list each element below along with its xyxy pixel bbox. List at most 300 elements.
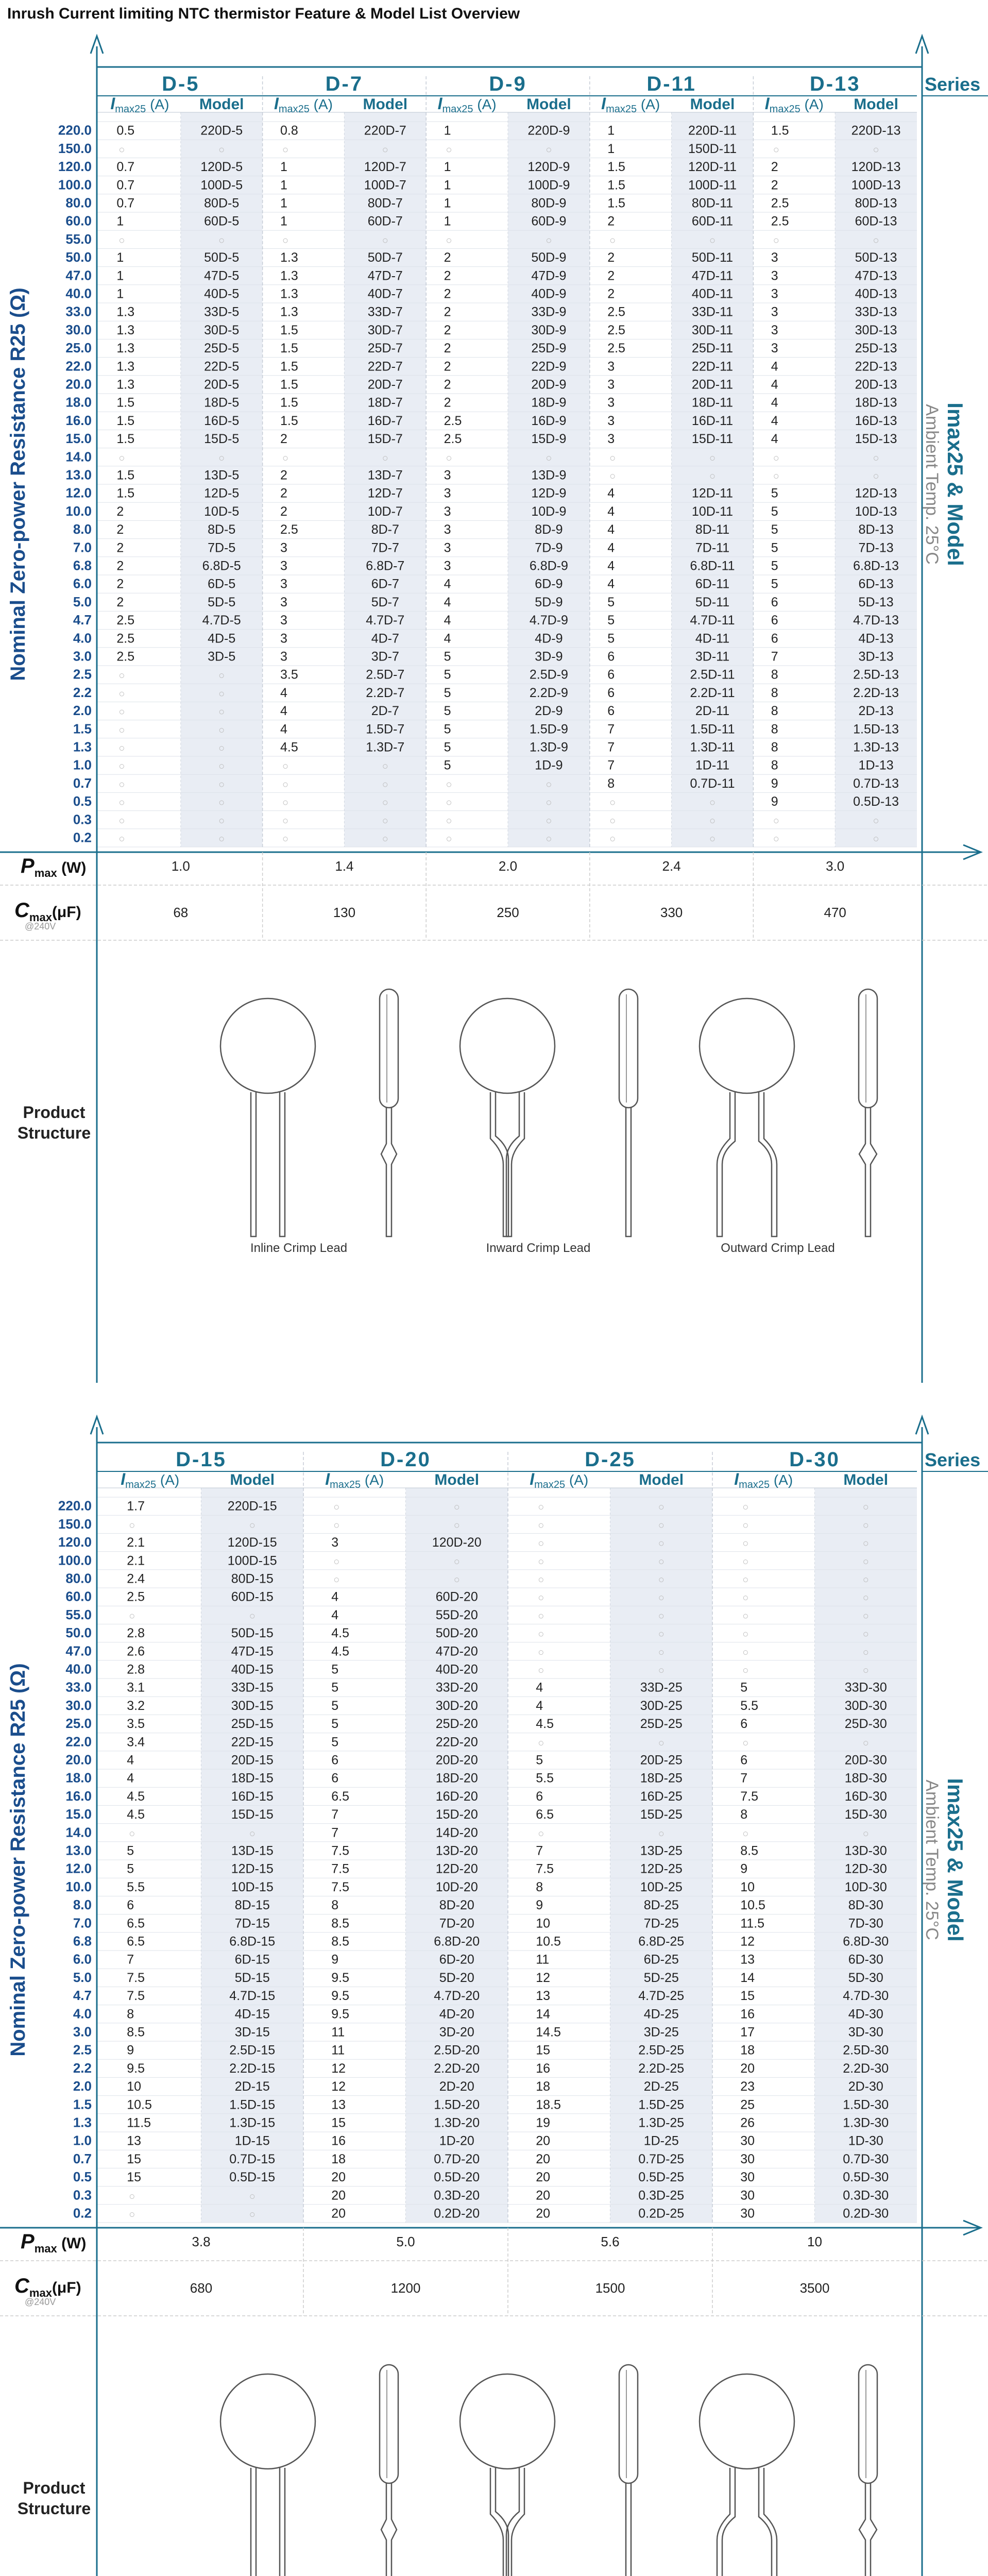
empty-mark: ○ bbox=[709, 452, 716, 464]
model-value: 20D-13 bbox=[855, 377, 897, 392]
imax-value: 9 bbox=[771, 776, 778, 791]
imax-value: 3 bbox=[607, 432, 615, 447]
empty-mark: ○ bbox=[546, 778, 552, 790]
model-value: 16D-13 bbox=[855, 413, 897, 428]
model-value: 7D-15 bbox=[234, 1916, 270, 1931]
imax-value: 1.5 bbox=[280, 323, 298, 337]
imax-value: 3 bbox=[444, 504, 451, 519]
model-value: 5D-9 bbox=[535, 595, 563, 609]
model-value: 6.8D-9 bbox=[529, 558, 568, 573]
empty-mark: ○ bbox=[546, 452, 552, 464]
model-value: 2D-30 bbox=[848, 2079, 883, 2094]
empty-mark: ○ bbox=[118, 833, 125, 845]
model-value: 10D-5 bbox=[204, 504, 240, 519]
model-value: 1.5D-9 bbox=[529, 722, 568, 737]
empty-mark: ○ bbox=[742, 1737, 749, 1749]
empty-mark: ○ bbox=[446, 778, 452, 790]
imax-value: 1 bbox=[280, 160, 287, 175]
resistance-label: 2.0 bbox=[73, 703, 92, 719]
model-value: 80D-5 bbox=[204, 196, 240, 211]
imax-value: 26 bbox=[740, 2115, 755, 2130]
imax-value: 12 bbox=[536, 1970, 551, 1985]
model-value: 2.2D-11 bbox=[690, 685, 735, 700]
empty-mark: ○ bbox=[538, 1574, 544, 1586]
imax-col-header: $I_{max25}$ (A) bbox=[601, 94, 660, 115]
empty-mark: ○ bbox=[609, 234, 616, 246]
empty-mark: ○ bbox=[118, 815, 125, 827]
model-value: 25D-11 bbox=[691, 341, 734, 356]
empty-mark: ○ bbox=[249, 1519, 255, 1531]
model-value: 30D-7 bbox=[367, 323, 403, 337]
imax-value: 2 bbox=[444, 377, 451, 392]
imax-value: 1.3 bbox=[280, 304, 298, 319]
resistance-label: 0.3 bbox=[73, 2187, 92, 2203]
imax-value: 1.5 bbox=[280, 395, 298, 410]
imax-value: 5.5 bbox=[740, 1698, 759, 1713]
imax-value: 9.5 bbox=[331, 2007, 350, 2022]
model-value: 2D-15 bbox=[234, 2079, 270, 2094]
imax-value: 5 bbox=[331, 1698, 339, 1713]
imax-col-header: $I_{max25}$ (A) bbox=[530, 1470, 589, 1490]
imax-value: 8.5 bbox=[740, 1843, 759, 1858]
imax-value: 2 bbox=[607, 250, 615, 265]
imax-value: 4.5 bbox=[127, 1789, 145, 1804]
imax-value: 7 bbox=[607, 740, 615, 755]
empty-mark: ○ bbox=[773, 234, 779, 246]
model-value: 50D-20 bbox=[435, 1626, 478, 1641]
imax-value: 25 bbox=[740, 2097, 755, 2112]
model-value: 4D-25 bbox=[643, 2007, 679, 2022]
model-value: 5D-5 bbox=[208, 595, 236, 609]
model-value: 18D-9 bbox=[531, 395, 567, 410]
empty-mark: ○ bbox=[538, 1538, 544, 1550]
empty-mark: ○ bbox=[382, 833, 388, 845]
empty-mark: ○ bbox=[118, 742, 125, 754]
model-value: 220D-11 bbox=[688, 123, 737, 138]
model-value: 13D-5 bbox=[204, 468, 240, 483]
model-value: 4D-20 bbox=[439, 2007, 474, 2022]
model-value: 5D-30 bbox=[848, 1970, 883, 1985]
imax-value: 5 bbox=[607, 631, 615, 646]
imax-value: 4 bbox=[607, 522, 615, 537]
model-value: 25D-5 bbox=[204, 341, 240, 356]
imax-value: 1.5 bbox=[280, 377, 298, 392]
empty-mark: ○ bbox=[658, 1828, 665, 1840]
model-value: 8D-11 bbox=[695, 522, 730, 537]
series-header-label: Series bbox=[925, 74, 981, 95]
imax-value: 5 bbox=[771, 522, 778, 537]
imax-value: 1 bbox=[607, 141, 615, 156]
model-value: 10D-9 bbox=[531, 504, 567, 519]
model-value: 80D-15 bbox=[231, 1571, 274, 1586]
model-value: 16D-30 bbox=[844, 1789, 887, 1804]
series-name: D-25 bbox=[585, 1448, 636, 1471]
resistance-label: 1.3 bbox=[73, 2114, 92, 2130]
imax-value: 1.5 bbox=[280, 341, 298, 356]
imax-value: 19 bbox=[536, 2115, 551, 2130]
model-value: 15D-9 bbox=[531, 432, 567, 447]
model-value: 8D-13 bbox=[858, 522, 894, 537]
model-value: 8D-5 bbox=[208, 522, 236, 537]
model-value: 30D-20 bbox=[435, 1698, 478, 1713]
imax-value: 4.5 bbox=[536, 1717, 554, 1732]
model-value: 12D-7 bbox=[367, 486, 403, 501]
empty-mark: ○ bbox=[282, 452, 289, 464]
empty-mark: ○ bbox=[862, 1665, 869, 1676]
model-value: 16D-15 bbox=[231, 1789, 274, 1804]
imax-value: 12 bbox=[331, 2079, 346, 2094]
pmax-value: 10 bbox=[807, 2234, 822, 2249]
model-value: 120D-11 bbox=[688, 160, 737, 175]
empty-mark: ○ bbox=[742, 1629, 749, 1640]
model-value: 33D-9 bbox=[531, 304, 567, 319]
model-value: 18D-11 bbox=[691, 395, 734, 410]
model-value: 2.2D-13 bbox=[853, 685, 899, 700]
inward-crimp-lead-diagram bbox=[460, 2365, 638, 2576]
imax-value: 12 bbox=[740, 1934, 755, 1949]
model-value: 0.7D-25 bbox=[638, 2151, 685, 2166]
model-value: 6D-30 bbox=[848, 1952, 883, 1967]
imax-value: 6.5 bbox=[127, 1934, 145, 1949]
empty-mark: ○ bbox=[873, 452, 879, 464]
empty-mark: ○ bbox=[873, 144, 879, 156]
imax-value: 4 bbox=[536, 1680, 543, 1695]
empty-mark: ○ bbox=[658, 1737, 665, 1749]
resistance-label: 7.0 bbox=[73, 1915, 92, 1931]
imax-value: 2.5 bbox=[116, 631, 135, 646]
model-value: 6D-11 bbox=[695, 577, 730, 591]
model-value: 0.3D-25 bbox=[638, 2188, 685, 2203]
model-value: 0.7D-20 bbox=[434, 2151, 480, 2166]
imax-value: 2.6 bbox=[127, 1644, 145, 1659]
model-value: 20D-25 bbox=[640, 1753, 683, 1768]
model-value: 50D-7 bbox=[367, 250, 403, 265]
model-value: 18D-20 bbox=[435, 1771, 478, 1786]
imax-value: 4.5 bbox=[127, 1807, 145, 1822]
imax-value: 2.1 bbox=[127, 1553, 145, 1568]
imax-value: 9.5 bbox=[127, 2061, 145, 2076]
model-value: 4.7D-9 bbox=[529, 613, 568, 628]
pmax-value: 1.4 bbox=[335, 858, 354, 874]
imax-value: 2 bbox=[116, 558, 124, 573]
empty-mark: ○ bbox=[282, 234, 289, 246]
model-value: 120D-13 bbox=[851, 160, 901, 175]
model-value: 15D-30 bbox=[844, 1807, 887, 1822]
empty-mark: ○ bbox=[873, 815, 879, 827]
imax-value: 2.5 bbox=[771, 196, 789, 211]
empty-mark: ○ bbox=[862, 1737, 869, 1749]
imax-value: 7 bbox=[740, 1771, 748, 1786]
imax-value: 1.3 bbox=[116, 341, 135, 356]
model-value: 12D-20 bbox=[435, 1861, 478, 1876]
empty-mark: ○ bbox=[333, 1574, 340, 1586]
imax-col-header: $I_{max25}$ (A) bbox=[121, 1470, 180, 1490]
model-col-header: Model bbox=[230, 1471, 275, 1488]
imax-value: 5 bbox=[607, 613, 615, 628]
model-value: 22D-5 bbox=[204, 359, 240, 374]
imax-value: 2.5 bbox=[127, 1589, 145, 1604]
imax-value: 7 bbox=[331, 1825, 339, 1840]
cmax-value: 470 bbox=[824, 905, 846, 920]
model-value: 33D-11 bbox=[691, 304, 734, 319]
imax-value: 6 bbox=[771, 595, 778, 609]
empty-mark: ○ bbox=[742, 1574, 749, 1586]
imax-value: 8 bbox=[740, 1807, 748, 1822]
imax-value: 20 bbox=[536, 2151, 551, 2166]
model-value: 33D-15 bbox=[231, 1680, 274, 1695]
empty-mark: ○ bbox=[658, 1629, 665, 1640]
empty-mark: ○ bbox=[546, 144, 552, 156]
imax-value: 5 bbox=[444, 667, 451, 682]
imax-value: 4 bbox=[444, 613, 451, 628]
resistance-label: 2.5 bbox=[73, 666, 92, 682]
resistance-label: 22.0 bbox=[65, 358, 92, 374]
empty-mark: ○ bbox=[658, 1665, 665, 1676]
imax-value: 15 bbox=[536, 2043, 551, 2058]
resistance-label: 25.0 bbox=[65, 1716, 92, 1732]
cmax-value: 68 bbox=[173, 905, 189, 920]
resistance-label: 5.0 bbox=[73, 594, 92, 609]
empty-mark: ○ bbox=[382, 760, 388, 772]
resistance-label: 4.0 bbox=[73, 630, 92, 646]
empty-mark: ○ bbox=[862, 1538, 869, 1550]
imax-value: 2 bbox=[607, 286, 615, 301]
model-value: 150D-11 bbox=[688, 141, 737, 156]
model-value: 4.7D-5 bbox=[202, 613, 241, 628]
imax-value: 4 bbox=[331, 1589, 339, 1604]
product-structure-label: Product bbox=[23, 1103, 86, 1122]
model-value: 4D-7 bbox=[371, 631, 399, 646]
model-value: 3D-20 bbox=[439, 2025, 474, 2040]
product-structure-label: Structure bbox=[17, 1124, 91, 1142]
imax-col-header: $I_{max25}$ (A) bbox=[734, 1470, 793, 1490]
model-value: 30D-25 bbox=[640, 1698, 683, 1713]
imax-col-header: $I_{max25}$ (A) bbox=[110, 94, 169, 115]
empty-mark: ○ bbox=[446, 833, 452, 845]
resistance-label: 1.0 bbox=[73, 757, 92, 773]
pmax-value: 1.0 bbox=[171, 858, 190, 874]
empty-mark: ○ bbox=[218, 144, 225, 156]
model-value: 12D-13 bbox=[855, 486, 897, 501]
model-value: 18D-13 bbox=[855, 395, 897, 410]
resistance-label: 22.0 bbox=[65, 1734, 92, 1750]
empty-mark: ○ bbox=[129, 1519, 135, 1531]
empty-mark: ○ bbox=[218, 778, 225, 790]
resistance-label: 120.0 bbox=[58, 1534, 92, 1550]
resistance-label: 33.0 bbox=[65, 1679, 92, 1695]
model-value: 1.3D-11 bbox=[690, 740, 735, 755]
empty-mark: ○ bbox=[282, 815, 289, 827]
model-value: 60D-7 bbox=[367, 214, 403, 229]
inward-crimp-lead-label: Inward Crimp Lead bbox=[486, 1241, 591, 1255]
empty-mark: ○ bbox=[742, 1665, 749, 1676]
model-value: 12D-5 bbox=[204, 486, 240, 501]
imax-value: 15 bbox=[740, 1989, 755, 2004]
imax-value: 8 bbox=[771, 740, 778, 755]
resistance-label: 1.5 bbox=[73, 721, 92, 737]
imax-value: 1.3 bbox=[280, 286, 298, 301]
empty-mark: ○ bbox=[609, 797, 616, 809]
model-value: 220D-5 bbox=[200, 123, 243, 138]
model-value: 3D-25 bbox=[643, 2025, 679, 2040]
imax-value: 4 bbox=[127, 1771, 134, 1786]
imax-value: 14 bbox=[740, 1970, 755, 1985]
model-value: 5D-20 bbox=[439, 1970, 474, 1985]
imax-model-title: Imax25 & Model bbox=[943, 1778, 967, 1942]
imax-value: 8.5 bbox=[331, 1934, 350, 1949]
model-value: 6D-20 bbox=[439, 1952, 474, 1967]
model-value: 80D-13 bbox=[855, 196, 897, 211]
model-value: 120D-9 bbox=[527, 160, 570, 175]
resistance-label: 7.0 bbox=[73, 539, 92, 555]
imax-value: 1 bbox=[280, 178, 287, 193]
imax-value: 30 bbox=[740, 2206, 755, 2221]
model-value: 30D-5 bbox=[204, 323, 240, 337]
imax-value: 1 bbox=[116, 286, 124, 301]
cmax-note: @240V bbox=[25, 921, 56, 931]
model-col-header: Model bbox=[434, 1471, 480, 1488]
empty-mark: ○ bbox=[742, 1538, 749, 1550]
resistance-label: 1.3 bbox=[73, 739, 92, 755]
imax-value: 5.5 bbox=[127, 1879, 145, 1894]
model-value: 1.3D-9 bbox=[529, 740, 568, 755]
model-value: 1.5D-11 bbox=[690, 722, 735, 737]
imax-value: 3 bbox=[607, 395, 615, 410]
empty-mark: ○ bbox=[446, 452, 452, 464]
model-value: 7D-20 bbox=[439, 1916, 474, 1931]
model-value: 0.5D-20 bbox=[434, 2170, 480, 2185]
imax-value: 3 bbox=[607, 413, 615, 428]
imax-value: 5 bbox=[444, 685, 451, 700]
empty-mark: ○ bbox=[546, 815, 552, 827]
imax-value: 5 bbox=[444, 722, 451, 737]
imax-value: 6 bbox=[331, 1753, 339, 1768]
imax-value: 1 bbox=[607, 123, 615, 138]
imax-value: 11 bbox=[331, 2043, 345, 2058]
model-value: 5D-25 bbox=[643, 1970, 679, 1985]
imax-value: 4 bbox=[280, 704, 287, 719]
cmax-label: Cmax(μF) bbox=[14, 2275, 81, 2299]
model-value: 30D-13 bbox=[855, 323, 897, 337]
model-value: 50D-13 bbox=[855, 250, 897, 265]
model-value: 6.8D-30 bbox=[843, 1934, 889, 1949]
model-value: 18D-25 bbox=[640, 1771, 683, 1786]
imax-value: 2.5 bbox=[607, 341, 625, 356]
imax-value: 6 bbox=[771, 613, 778, 628]
model-value: 20D-5 bbox=[204, 377, 240, 392]
imax-value: 20 bbox=[536, 2170, 551, 2185]
imax-value: 3 bbox=[280, 577, 287, 591]
resistance-label: 2.5 bbox=[73, 2042, 92, 2058]
imax-value: 20 bbox=[331, 2170, 346, 2185]
model-value: 30D-15 bbox=[231, 1698, 274, 1713]
imax-value: 2 bbox=[280, 486, 287, 501]
imax-value: 10 bbox=[127, 2079, 142, 2094]
empty-mark: ○ bbox=[609, 452, 616, 464]
model-value: 60D-9 bbox=[531, 214, 567, 229]
imax-value: 13 bbox=[127, 2133, 142, 2148]
pmax-value: 5.6 bbox=[601, 2234, 620, 2249]
empty-mark: ○ bbox=[453, 1519, 460, 1531]
imax-value: 1.3 bbox=[116, 323, 135, 337]
imax-value: 3 bbox=[280, 613, 287, 628]
imax-value: 9.5 bbox=[331, 1970, 350, 1985]
model-value: 1.3D-15 bbox=[229, 2115, 276, 2130]
empty-mark: ○ bbox=[546, 797, 552, 809]
imax-value: 20 bbox=[740, 2061, 755, 2076]
imax-value: 4 bbox=[607, 504, 615, 519]
model-value: 12D-9 bbox=[531, 486, 567, 501]
empty-mark: ○ bbox=[546, 234, 552, 246]
imax-value: 1.3 bbox=[116, 359, 135, 374]
model-value: 13D-25 bbox=[640, 1843, 683, 1858]
imax-value: 5 bbox=[444, 704, 451, 719]
model-value: 0.2D-25 bbox=[638, 2206, 685, 2221]
model-value: 3D-11 bbox=[695, 649, 730, 664]
resistance-label: 2.0 bbox=[73, 2078, 92, 2094]
model-value: 100D-7 bbox=[364, 178, 406, 193]
empty-mark: ○ bbox=[538, 1610, 544, 1622]
model-value: 50D-11 bbox=[691, 250, 734, 265]
imax-value: 17 bbox=[740, 2025, 755, 2040]
model-value: 5D-13 bbox=[858, 595, 894, 609]
model-value: 15D-13 bbox=[855, 432, 897, 447]
model-value: 13D-30 bbox=[844, 1843, 887, 1858]
empty-mark: ○ bbox=[118, 688, 125, 700]
empty-mark: ○ bbox=[282, 144, 289, 156]
imax-col-header: $I_{max25}$ (A) bbox=[325, 1470, 384, 1490]
imax-value: 30 bbox=[740, 2151, 755, 2166]
resistance-label: 6.8 bbox=[73, 1933, 92, 1949]
imax-value: 1 bbox=[444, 123, 451, 138]
series-name: D-9 bbox=[489, 73, 527, 95]
empty-mark: ○ bbox=[658, 1574, 665, 1586]
empty-mark: ○ bbox=[453, 1556, 460, 1568]
model-value: 55D-20 bbox=[435, 1607, 478, 1622]
imax-value: 20 bbox=[331, 2188, 346, 2203]
resistance-label: 60.0 bbox=[65, 1588, 92, 1604]
empty-mark: ○ bbox=[742, 1592, 749, 1604]
empty-mark: ○ bbox=[218, 760, 225, 772]
cmax-value: 250 bbox=[497, 905, 519, 920]
empty-mark: ○ bbox=[742, 1519, 749, 1531]
imax-value: 6 bbox=[331, 1771, 339, 1786]
imax-value: 11.5 bbox=[127, 2115, 151, 2130]
imax-value: 8.5 bbox=[127, 2025, 145, 2040]
imax-value: 18 bbox=[331, 2151, 346, 2166]
model-value: 3D-13 bbox=[858, 649, 894, 664]
model-value: 30D-30 bbox=[844, 1698, 887, 1713]
imax-value: 4 bbox=[771, 432, 778, 447]
imax-value: 10 bbox=[536, 1916, 551, 1931]
imax-value: 7 bbox=[536, 1843, 543, 1858]
empty-mark: ○ bbox=[453, 1501, 460, 1513]
model-value: 47D-9 bbox=[531, 268, 567, 283]
resistance-label: 8.0 bbox=[73, 1897, 92, 1913]
imax-value: 2 bbox=[116, 577, 124, 591]
resistance-label: 18.0 bbox=[65, 394, 92, 410]
model-value: 10D-25 bbox=[640, 1879, 683, 1894]
model-value: 7D-25 bbox=[643, 1916, 679, 1931]
model-value: 20D-7 bbox=[367, 377, 403, 392]
empty-mark: ○ bbox=[862, 1574, 869, 1586]
imax-value: 2.5 bbox=[444, 432, 462, 447]
empty-mark: ○ bbox=[538, 1737, 544, 1749]
imax-value: 5 bbox=[331, 1662, 339, 1677]
model-value: 7D-5 bbox=[208, 540, 236, 555]
model-value: 1.5D-20 bbox=[434, 2097, 480, 2112]
model-value: 30D-9 bbox=[531, 323, 567, 337]
